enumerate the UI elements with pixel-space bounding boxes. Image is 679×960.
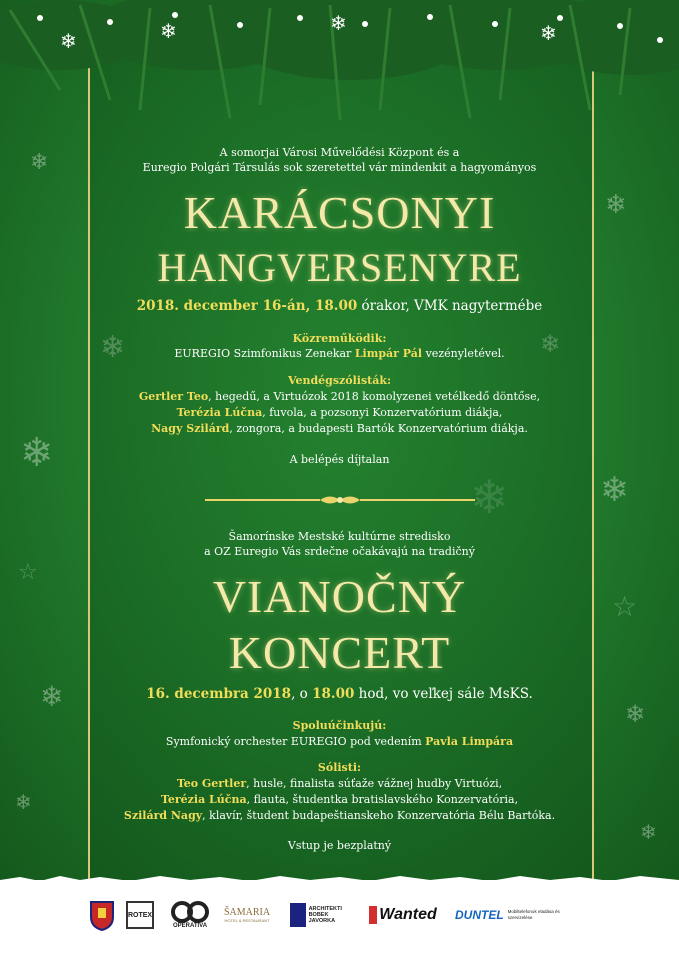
star-icon: ☆ <box>612 590 638 623</box>
snowflake-icon: ❄ <box>640 820 657 844</box>
crest-icon <box>89 899 115 931</box>
sk-title-line1: VIANOČNÝ <box>212 571 467 622</box>
sk-intro-line1: Šamorínske Mestské kultúrne stredisko <box>228 530 451 543</box>
snowflake-icon: ❄ <box>625 700 646 728</box>
operativa-logo <box>165 898 215 932</box>
wanted-logo-text: Wanted <box>369 906 436 924</box>
sk-soloist-2-text: , flauta, študentka bratislavského Konzervatória, <box>246 793 519 806</box>
ornament-divider <box>205 494 475 506</box>
wanted-logo <box>362 898 444 932</box>
hu-date: 2018. december 16-án, 18.00 <box>136 298 358 314</box>
star-icon: ☆ <box>18 560 38 585</box>
duntel-logo <box>455 898 585 932</box>
snowflake-icon: ❄ <box>605 190 627 220</box>
sk-soloist-1-text: , husle, finalista súťaže vážnej hudby Virtuózi, <box>246 777 503 790</box>
sk-date-rest: hod, vo veľkej sále MsKS. <box>354 686 533 702</box>
svg-text:❄: ❄ <box>540 21 557 45</box>
hu-guest-1 <box>0 389 679 404</box>
svg-text:❄: ❄ <box>160 19 177 43</box>
hu-guest-3-name: Nagy Szilárd <box>151 422 230 435</box>
snowflake-icon: ❄ <box>20 430 54 476</box>
sk-coop-text: Symfonický orchester EUREGIO pod vedením <box>165 735 426 748</box>
snowflake-icon: ❄ <box>470 470 509 524</box>
architekti-logo <box>290 898 350 932</box>
duntel-logo-subtext: Mobiltelefonok eladása és szervizelése <box>507 909 560 920</box>
hu-guest-1-name: Gertler Teo <box>138 390 209 403</box>
center-panel <box>88 60 594 880</box>
sk-soloists-heading: Sólisti: <box>317 761 362 774</box>
sk-coop-heading: Spoluúčinkujú: <box>292 719 387 732</box>
hu-entry: A belépés díjtalan <box>289 453 390 466</box>
sk-soloist-2 <box>0 792 679 807</box>
samaria-logo-text: ŠAMARIA <box>223 907 271 918</box>
hu-guest-1-text: , hegedű, a Virtuózok 2018 komolyzenei vetélkedő döntőse, <box>208 390 541 403</box>
hu-conductor: Limpár Pál <box>354 347 423 360</box>
hu-guests-heading: Vendégszólisták: <box>287 374 392 387</box>
snowflake-icon: ❄ <box>600 470 629 510</box>
rotex-logo <box>125 898 155 932</box>
snowflake-icon: ❄ <box>100 330 126 365</box>
sk-time: 18.00 <box>312 686 355 702</box>
fir-branches-decoration <box>0 0 679 135</box>
duntel-logo-text: DUNTEL <box>455 908 504 922</box>
hu-guest-3-text: , zongora, a budapesti Bartók Konzervatórium diákja. <box>229 422 528 435</box>
sk-title-line2: KONCERT <box>228 627 451 678</box>
architekti-icon <box>290 903 306 927</box>
hu-date-line <box>0 298 679 314</box>
snowflake-icon: ❄ <box>15 790 32 814</box>
hu-guest-2 <box>0 405 679 420</box>
hu-date-rest: órakor, VMK nagytermébe <box>357 298 543 314</box>
sk-conductor: Pavla Limpára <box>425 735 514 748</box>
snowflake-icon: ❄ <box>540 330 561 358</box>
hu-intro-line1: A somorjai Városi Művelődési Központ és a <box>219 146 460 159</box>
sk-soloist-2-name: Terézia Lúčna <box>160 793 247 806</box>
svg-text:❄: ❄ <box>330 11 347 35</box>
samaria-logo <box>222 898 272 932</box>
hu-guest-3 <box>0 421 679 436</box>
hu-guest-2-text: , fuvola, a pozsonyi Konzervatórium diákja, <box>262 406 503 419</box>
svg-text:❄: ❄ <box>60 29 77 53</box>
architekti-logo-text: ARCHITEKTI <box>308 906 342 912</box>
architekti-logo-subtext: BOBEK JAVORKA <box>308 912 336 924</box>
hu-guest-2-name: Terézia Lúčna <box>176 406 263 419</box>
sk-soloist-3-text: , klavír, študent budapeštianskeho Konzervatória Bélu Bartóka. <box>202 809 556 822</box>
hu-coop-heading: Közreműködik: <box>292 332 387 345</box>
rotex-logo-text: ROTEX <box>126 901 154 929</box>
hu-coop-rest: vezényletével. <box>422 347 505 360</box>
snowflake-icon: ❄ <box>40 680 64 713</box>
hu-title-line1: KARÁCSONYI <box>183 187 496 238</box>
sk-coop-line <box>0 734 679 749</box>
sk-soloist-3-name: Szilárd Nagy <box>123 809 203 822</box>
sk-soloist-1 <box>0 776 679 791</box>
hu-title-line2: HANGVERSENYRE <box>157 245 522 290</box>
hu-intro-line2: Euregio Polgári Társulás sok szeretettel vár mindenkit a hagyományos <box>142 161 537 174</box>
sk-date-line <box>0 686 679 702</box>
hu-coop-line <box>0 346 679 361</box>
sk-date-mid: , o <box>291 686 313 702</box>
sk-soloist-3 <box>0 808 679 823</box>
sk-intro-line2: a OZ Euregio Vás srdečne očakávajú na tradičný <box>204 545 475 558</box>
town-crest-logo <box>88 898 116 932</box>
operativa-icon <box>168 901 212 923</box>
hu-coop-text: EUREGIO Szimfonikus Zenekar <box>174 347 355 360</box>
sk-date: 16. decembra 2018 <box>146 686 292 702</box>
snowflake-icon: ❄ <box>30 150 49 175</box>
samaria-logo-subtext: HOTEL & RESTAURANT <box>224 918 270 923</box>
sk-soloist-1-name: Teo Gertler <box>176 777 247 790</box>
operativa-logo-text: OPERATÍVA <box>172 923 208 929</box>
sk-entry: Vstup je bezplatný <box>287 839 392 852</box>
